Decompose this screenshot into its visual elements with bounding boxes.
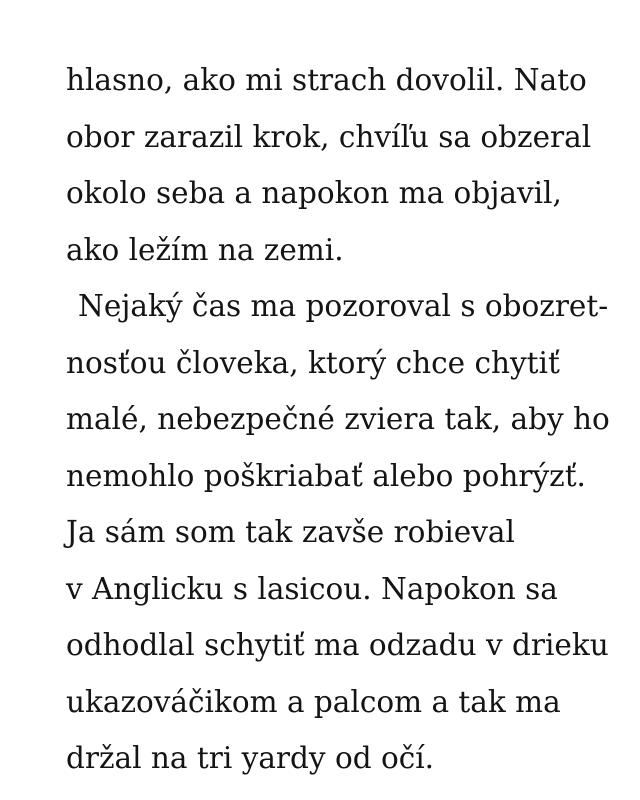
text-line: ukazováčikom a palcom a tak ma xyxy=(66,684,561,719)
text-line: v Anglicku s lasicou. Napokon sa xyxy=(66,571,558,606)
text-line: malé, nebezpečné zviera tak, aby ho xyxy=(66,402,610,436)
text-line: Ja sám som tak zavše robieval xyxy=(66,515,515,549)
text-line: odhodlal schytiť ma odzadu v drieku xyxy=(66,628,609,662)
paragraph-start-line: Nejaký čas ma pozoroval s obozret- xyxy=(78,289,609,323)
text-line: ako ležím na zemi. xyxy=(66,232,344,267)
text-line: okolo seba a napokon ma objavil, xyxy=(66,176,562,210)
text-line: hlasno, ako mi strach dovolil. Nato xyxy=(66,63,587,97)
page-text xyxy=(66,52,610,787)
text-line: obor zarazil krok, chvíľu sa obzeral xyxy=(66,119,592,154)
text-line: nosťou človeka, ktorý chce chytiť xyxy=(66,345,560,380)
text-line: nemohlo poškriabať alebo pohrýzť. xyxy=(66,458,586,493)
text-line: držal na tri yardy od očí. xyxy=(66,741,435,775)
